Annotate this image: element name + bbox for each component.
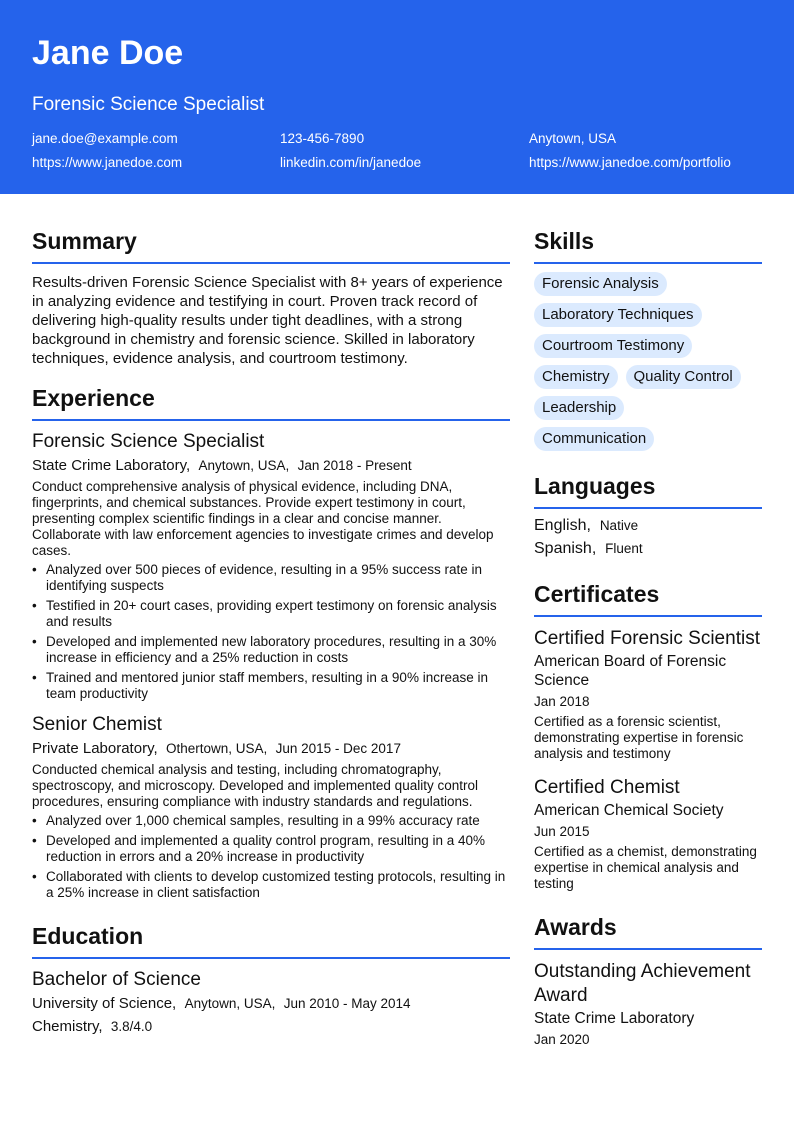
- language-item: [534, 516, 762, 536]
- job-description: Conducted chemical analysis and testing, including chromatography, spectroscopy, and microscopy. Developed and implemented quality control procedures, ensuring compliance with industry standards and regulations.: [32, 762, 478, 809]
- contact-location: Anytown, USA: [529, 131, 617, 146]
- school-location: Anytown, USA,: [184, 996, 276, 1011]
- language-level: Fluent: [605, 541, 643, 556]
- school-name: University of Science,: [32, 995, 177, 1012]
- award-issuer: State Crime Laboratory: [534, 1010, 695, 1027]
- contact-phone: 123-456-7890: [280, 131, 365, 146]
- achievement-item: • Trained and mentored junior staff members, resulting in a 90% increase in team productivity: [32, 670, 510, 702]
- job-location: Anytown, USA,: [198, 458, 290, 473]
- certificates-heading: Certificates: [534, 581, 762, 617]
- gpa: 3.8/4.0: [110, 1019, 153, 1034]
- summary-heading: Summary: [32, 228, 510, 264]
- achievement-item: • Collaborated with clients to develop customized testing protocols, resulting in a 25% increase in client satisfaction: [32, 869, 510, 901]
- candidate-title: Forensic Science Specialist: [32, 94, 265, 115]
- skill-tag: Courtroom Testimony: [534, 334, 692, 358]
- job-location: Othertown, USA,: [165, 741, 268, 756]
- job-dates: Jan 2018 - Present: [297, 458, 412, 473]
- awards-heading: Awards: [534, 914, 762, 950]
- award-date: Jan 2020: [534, 1032, 590, 1047]
- skills-list: [534, 272, 762, 451]
- education-field: [32, 1018, 510, 1036]
- job-meta: [32, 457, 510, 475]
- contact-linkedin[interactable]: linkedin.com/in/janedoe: [280, 155, 422, 170]
- job-entry: [32, 431, 510, 702]
- certificate-entry: [534, 627, 762, 762]
- skills-heading: Skills: [534, 228, 762, 264]
- skill-tag: Forensic Analysis: [534, 272, 667, 296]
- field-of-study: Chemistry,: [32, 1018, 103, 1035]
- summary-section: [32, 228, 510, 368]
- resume-header: [0, 0, 794, 194]
- languages-section: [534, 473, 762, 559]
- certificate-description: Certified as a forensic scientist, demonstrating expertise in forensic analysis and testimony: [534, 714, 744, 761]
- skill-tag: Communication: [534, 427, 654, 451]
- achievement-item: • Analyzed over 500 pieces of evidence, resulting in a 95% success rate in identifying suspects: [32, 562, 510, 594]
- education-heading: Education: [32, 923, 510, 959]
- languages-heading: Languages: [534, 473, 762, 509]
- achievement-item: • Developed and implemented new laboratory procedures, resulting in a 30% increase in efficiency and a 25% reduction in costs: [32, 634, 510, 666]
- certificate-entry: [534, 776, 762, 892]
- certificate-description: Certified as a chemist, demonstrating expertise in chemical analysis and testing: [534, 844, 757, 891]
- language-item: [534, 539, 762, 559]
- degree: Bachelor of Science: [32, 969, 201, 990]
- achievement-item: • Testified in 20+ court cases, providing expert testimony on forensic analysis and results: [32, 598, 510, 630]
- job-achievements: [32, 813, 510, 901]
- experience-heading: Experience: [32, 385, 510, 421]
- contact-website[interactable]: https://www.janedoe.com: [32, 155, 183, 170]
- certificate-issuer: American Board of Forensic Science: [534, 653, 727, 689]
- job-title: Forensic Science Specialist: [32, 431, 265, 452]
- job-company: State Crime Laboratory,: [32, 457, 191, 474]
- education-dates: Jun 2010 - May 2014: [283, 996, 411, 1011]
- language-name: English,: [534, 517, 591, 534]
- main-column: [32, 194, 510, 1048]
- achievement-item: • Developed and implemented a quality control program, resulting in a 40% reduction in errors and a 20% increase in productivity: [32, 833, 510, 865]
- award-entry: [534, 960, 762, 1048]
- skill-tag: Leadership: [534, 396, 624, 420]
- language-level: Native: [599, 518, 639, 533]
- job-description: Conduct comprehensive analysis of physical evidence, including DNA, fingerprints, and chemical substances. Provide expert testimony in court, presenting complex scientific findings in a clear and concise manner. Collaborate with law enforcement agencies to investigate crimes and develop cases.: [32, 479, 494, 558]
- certificates-section: [534, 581, 762, 892]
- skill-tag: Laboratory Techniques: [534, 303, 702, 327]
- education-entry: [32, 969, 510, 1036]
- certificate-issuer: American Chemical Society: [534, 802, 724, 819]
- job-title: Senior Chemist: [32, 714, 162, 735]
- education-meta: [32, 995, 510, 1013]
- sidebar-column: [534, 194, 762, 1048]
- certificate-name: Certified Forensic Scientist: [534, 628, 760, 649]
- certificate-name: Certified Chemist: [534, 777, 680, 798]
- award-name: Outstanding Achievement Award: [534, 961, 751, 1006]
- job-dates: Jun 2015 - Dec 2017: [275, 741, 401, 756]
- skill-tag: Quality Control: [626, 365, 741, 389]
- contact-portfolio[interactable]: https://www.janedoe.com/portfolio: [529, 155, 731, 170]
- certificate-date: Jan 2018: [534, 694, 590, 709]
- job-achievements: [32, 562, 510, 702]
- education-section: [32, 923, 510, 1036]
- job-company: Private Laboratory,: [32, 740, 158, 757]
- summary-text: Results-driven Forensic Science Specialist with 8+ years of experience in analyzing evidence and testifying in court. Proven track record of delivering high-quality results under tight deadlines, with a strong background in chemistry and forensic science. Skilled in laboratory techniques, evidence analysis, and courtroom testimony.: [32, 274, 503, 367]
- candidate-name: Jane Doe: [32, 34, 184, 72]
- skill-tag: Chemistry: [534, 365, 618, 389]
- contact-email[interactable]: jane.doe@example.com: [32, 131, 178, 146]
- language-name: Spanish,: [534, 540, 597, 557]
- contact-info: [32, 132, 762, 170]
- job-entry: [32, 714, 510, 901]
- skills-section: [534, 228, 762, 451]
- achievement-item: • Analyzed over 1,000 chemical samples, resulting in a 99% accuracy rate: [32, 813, 510, 829]
- job-meta: [32, 740, 510, 758]
- awards-section: [534, 914, 762, 1048]
- certificate-date: Jun 2015: [534, 824, 590, 839]
- experience-section: [32, 385, 510, 901]
